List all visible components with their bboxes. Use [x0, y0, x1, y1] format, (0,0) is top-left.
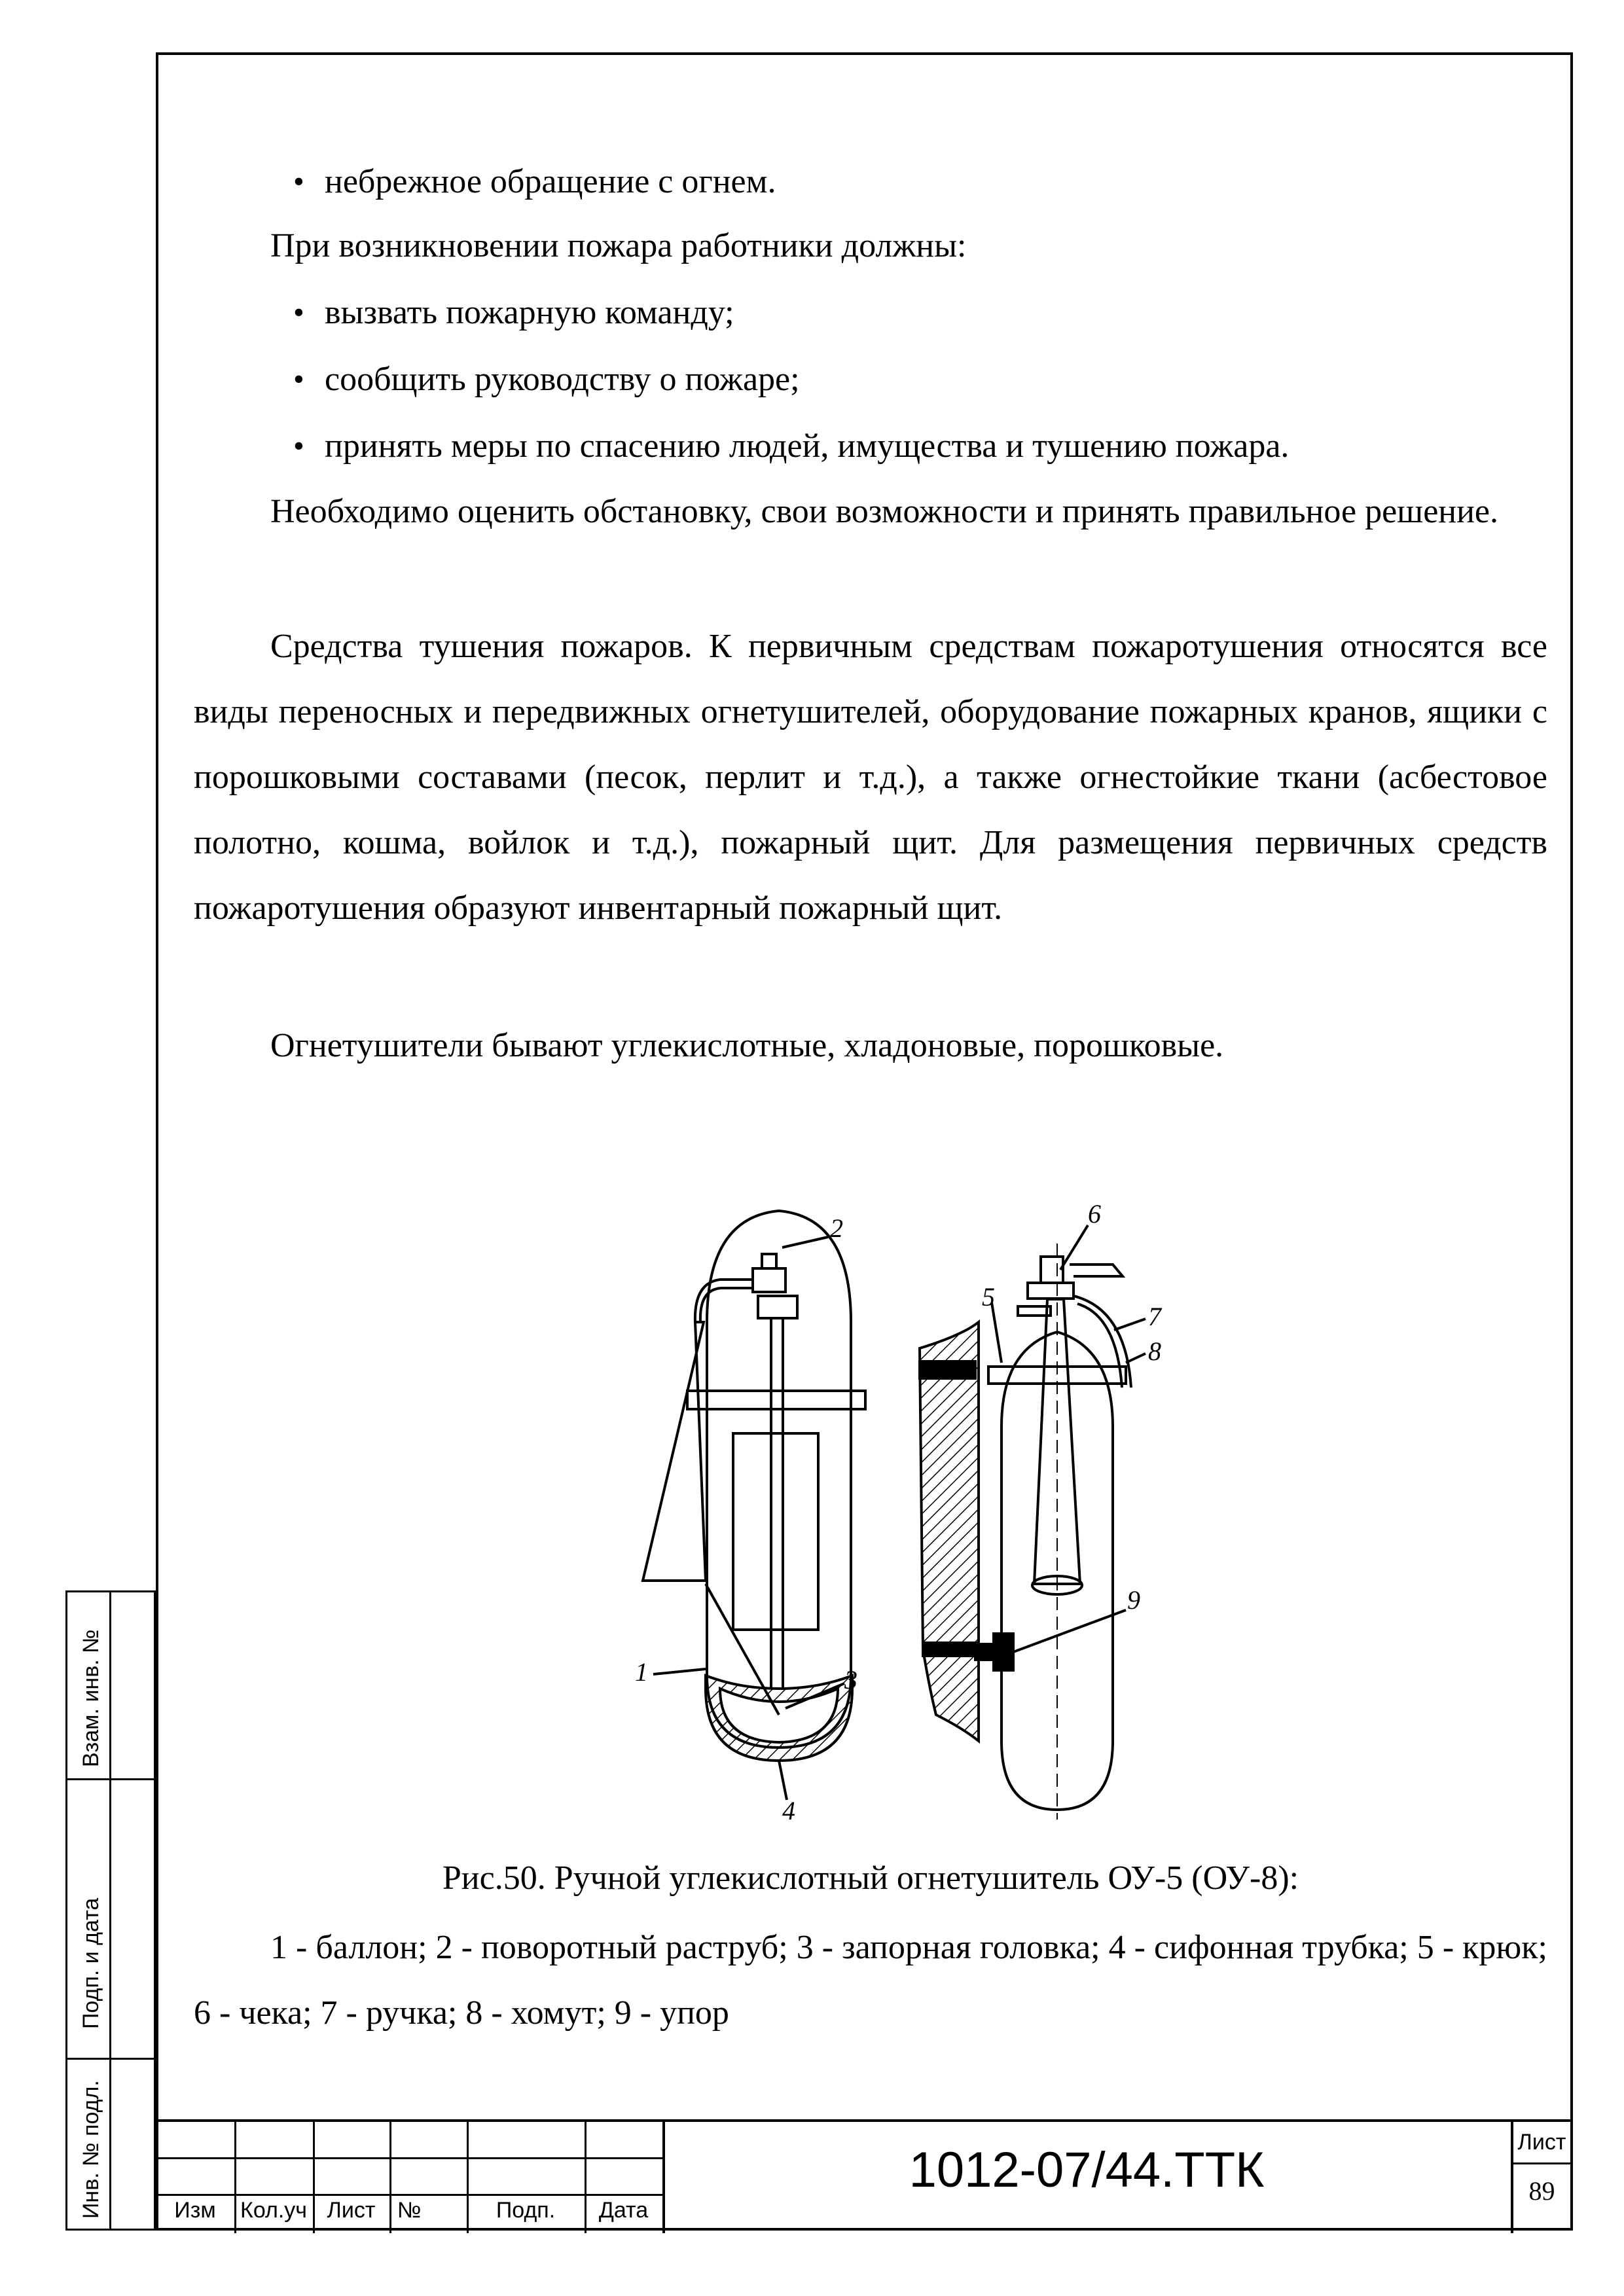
- figure-label-9: 9: [1127, 1585, 1140, 1615]
- right-extinguisher: [920, 1225, 1146, 1820]
- figure-caption: Рис.50. Ручной углекислотный огнетушитель ОУ-5 (ОУ-8):: [442, 1859, 1299, 1897]
- side-cell-value: [109, 1778, 156, 2060]
- figure-label-2: 2: [830, 1213, 843, 1243]
- column-list: Лист: [327, 2198, 376, 2223]
- figure-label-5: 5: [982, 1282, 995, 1312]
- paragraph-assess: Необходимо оценить обстановку, свои возможности и принять правильное решение.: [270, 493, 1499, 530]
- bullet-item: [293, 414, 1290, 479]
- bullet-text: принять меры по спасению людей, имущества и тушению пожара.: [325, 427, 1290, 465]
- paragraph-fire-text: При возникновении пожара работники должны:: [270, 227, 967, 264]
- sheet-number: 89: [1528, 2176, 1555, 2206]
- bullet-dot: •: [293, 362, 304, 397]
- figure-label-3: 3: [844, 1665, 857, 1695]
- paragraph-fire: [194, 213, 1547, 279]
- paragraph-types: [194, 1013, 1547, 1079]
- column-izm: Изм: [174, 2198, 216, 2223]
- side-label-orig-inv: Инв. № подл.: [79, 2080, 103, 2219]
- figure-label-8: 8: [1148, 1336, 1161, 1366]
- left-extinguisher: [643, 1211, 865, 1800]
- title-block: [156, 2119, 1573, 2233]
- figure-label-1: 1: [635, 1657, 648, 1687]
- bullet-item: [293, 149, 776, 215]
- bullet-text: вызвать пожарную команду;: [325, 294, 734, 331]
- grid-line: [1511, 2162, 1573, 2164]
- bullet-item: [293, 280, 734, 346]
- paragraph-types-text: Огнетушители бывают углекислотные, хладоновые, порошковые.: [270, 1027, 1224, 1064]
- bullet-dot: •: [293, 429, 304, 463]
- column-date: Дата: [598, 2198, 649, 2223]
- paragraph-means: Средства тушения пожаров. К первичным средствам пожаротушения относятся все виды переносных и передвижных огнетушителей, оборудование пожарных кранов, ящики с порошковыми составами (песок, перлит и т.д.), а также огнестойкие ткани (асбестовое полотно, кошма, войлок и т.д.), пожарный щит. Для размещения первичных средств пожаротушения образуют инвентарный пожарный щит.: [194, 628, 1547, 927]
- sheet-label: Лист: [1517, 2130, 1566, 2155]
- side-cell-value: [109, 2058, 156, 2231]
- bullet-text: небрежное обращение с огнем.: [325, 163, 776, 200]
- figure-legend: 1 - баллон; 2 - поворотный раструб; 3 - запорная головка; 4 - сифонная трубка; 5 - крюк; 6 - чека; 7 - ручка; 8 - хомут; 9 - упор: [194, 1929, 1547, 2032]
- side-cell-value: [109, 1590, 156, 1780]
- column-doc-number: №: [397, 2198, 422, 2223]
- figure-label-7: 7: [1148, 1302, 1161, 1331]
- side-label-replace-inv: Взам. инв. №: [79, 1629, 103, 1767]
- column-signature: Подп.: [496, 2198, 556, 2223]
- bullet-item: [293, 347, 800, 412]
- column-kol-uch: Кол.уч: [240, 2198, 307, 2223]
- bullet-dot: •: [293, 295, 304, 330]
- figure-label-4: 4: [782, 1796, 795, 1820]
- figure-label-6: 6: [1088, 1199, 1101, 1229]
- bullet-text: сообщить руководству о пожаре;: [325, 361, 800, 398]
- extinguisher-figure: [622, 1191, 1178, 1820]
- document-code: 1012-07/44.ТТК: [909, 2142, 1265, 2198]
- side-label-sign-date: Подп. и дата: [79, 1897, 103, 2029]
- bullet-dot: •: [293, 164, 304, 199]
